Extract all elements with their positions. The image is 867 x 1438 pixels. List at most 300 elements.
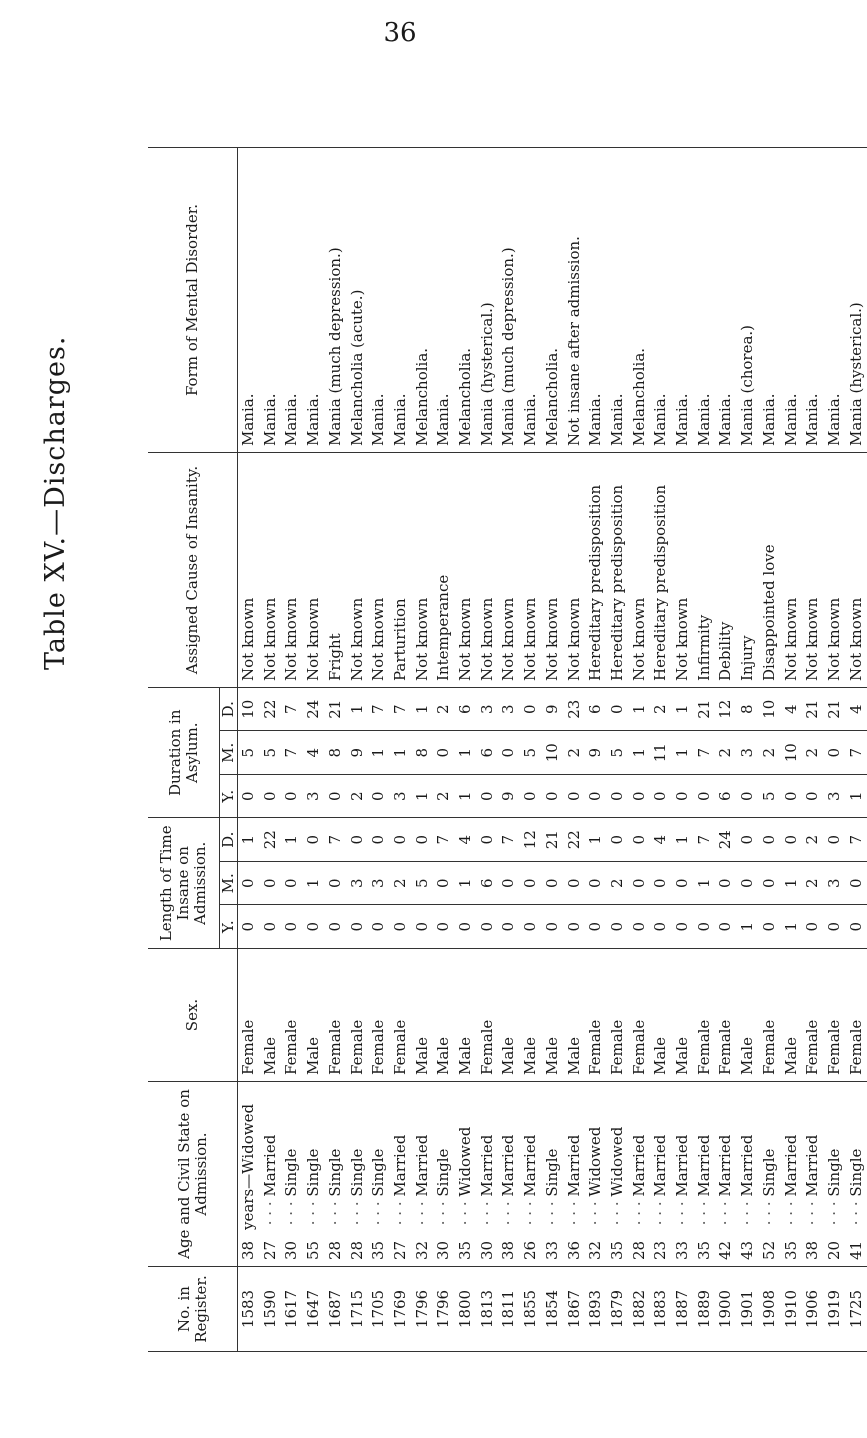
leader-dots: · · · [347, 1196, 366, 1230]
cell-age [303, 1082, 325, 1267]
cell-duration-months: 0 [498, 731, 520, 775]
cell-duration-months: 1 [629, 731, 651, 775]
cell-duration-months: 2 [802, 731, 824, 775]
cell-cause: Not known [303, 453, 325, 688]
subheader-d: D. [220, 818, 238, 862]
cell-length-years: 0 [542, 905, 564, 949]
cell-duration-years: 0 [368, 775, 390, 819]
cell-no-in-register: 1687 [325, 1267, 347, 1352]
cell-length-days: 1 [281, 818, 303, 862]
civil-state-value: Married [716, 1134, 735, 1197]
cell-length-years: 0 [650, 905, 672, 949]
table-title: Table XV.—Discharges. [40, 335, 71, 670]
table-row [694, 148, 716, 1352]
cell-length-days: 7 [498, 818, 520, 862]
cell-age [477, 1082, 499, 1267]
cell-duration-months: 4 [303, 731, 325, 775]
cell-duration-months: 1 [368, 731, 390, 775]
cell-duration-months: 6 [477, 731, 499, 775]
leader-dots: · · · [716, 1196, 735, 1230]
cell-cause: Not known [498, 453, 520, 688]
cell-length-months: 0 [672, 862, 694, 906]
cell-cause: Not known [542, 453, 564, 688]
cell-duration-days: 9 [542, 688, 564, 732]
cell-duration-years: 1 [846, 775, 867, 819]
cell-length-months: 0 [498, 862, 520, 906]
cell-duration-years: 0 [281, 775, 303, 819]
cell-sex: Male [542, 949, 564, 1082]
cell-no-in-register: 1800 [455, 1267, 477, 1352]
table-row [433, 148, 455, 1352]
cell-form: Mania. [694, 148, 716, 453]
table-row [585, 148, 607, 1352]
cell-age [498, 1082, 520, 1267]
subheader-m: M. [220, 862, 238, 906]
cell-length-months: 0 [260, 862, 282, 906]
cell-age [650, 1082, 672, 1267]
cell-duration-days: 21 [325, 688, 347, 732]
cell-length-years: 0 [715, 905, 737, 949]
cell-cause: Not known [455, 453, 477, 688]
cell-form: Mania. [759, 148, 781, 453]
age-value: 35 [456, 1240, 475, 1260]
cell-length-months: 2 [802, 862, 824, 906]
civil-state-value: Widowed [456, 1126, 475, 1197]
cell-length-days: 22 [260, 818, 282, 862]
age-value: 28 [347, 1240, 366, 1260]
age-value: 32 [586, 1240, 605, 1260]
cell-cause: Not known [802, 453, 824, 688]
cell-duration-days: 12 [715, 688, 737, 732]
cell-length-months: 0 [759, 862, 781, 906]
cell-no-in-register: 1882 [629, 1267, 651, 1352]
header-length-insane: Length of Time Insane on Admission. [148, 818, 220, 949]
civil-state-value: Married [521, 1134, 540, 1197]
table-row [650, 148, 672, 1352]
cell-length-months: 0 [650, 862, 672, 906]
table-row [347, 148, 369, 1352]
cell-no-in-register: 1879 [607, 1267, 629, 1352]
cell-length-months: 2 [390, 862, 412, 906]
cell-form: Mania. [238, 148, 260, 453]
civil-state-value: Single [824, 1148, 843, 1197]
cell-cause: Not known [846, 453, 867, 688]
age-value: 36 [564, 1240, 583, 1260]
cell-form: Mania. [390, 148, 412, 453]
civil-state-value: Married [694, 1134, 713, 1197]
table-row [412, 148, 434, 1352]
cell-duration-years: 0 [585, 775, 607, 819]
cell-cause: Not known [260, 453, 282, 688]
cell-age [846, 1082, 867, 1267]
civil-state-value: Widowed [586, 1126, 605, 1197]
cell-length-years: 0 [260, 905, 282, 949]
cell-sex: Female [347, 949, 369, 1082]
cell-no-in-register: 1887 [672, 1267, 694, 1352]
cell-duration-days: 0 [520, 688, 542, 732]
cell-duration-days: 22 [260, 688, 282, 732]
cell-cause: Hereditary predisposition [650, 453, 672, 688]
table-row [759, 148, 781, 1352]
civil-state-value: Married [260, 1134, 279, 1197]
cell-duration-days: 4 [781, 688, 803, 732]
cell-form: Mania (chorea.) [737, 148, 759, 453]
cell-age [455, 1082, 477, 1267]
header-row [148, 148, 220, 1352]
table-row [629, 148, 651, 1352]
cell-length-years: 0 [694, 905, 716, 949]
cell-length-days: 1 [238, 818, 260, 862]
header-duration: Duration in Asylum. [148, 688, 220, 819]
cell-form: Mania. [585, 148, 607, 453]
cell-duration-days: 10 [238, 688, 260, 732]
age-value: 43 [738, 1240, 757, 1260]
cell-length-days: 0 [390, 818, 412, 862]
cell-length-months: 1 [781, 862, 803, 906]
cell-duration-years: 0 [564, 775, 586, 819]
cell-form: Mania (hysterical.) [846, 148, 867, 453]
cell-duration-months: 5 [260, 731, 282, 775]
cell-length-months: 1 [303, 862, 325, 906]
table-row [520, 148, 542, 1352]
cell-no-in-register: 1705 [368, 1267, 390, 1352]
cell-length-days: 0 [759, 818, 781, 862]
cell-cause: Not known [824, 453, 846, 688]
cell-no-in-register: 1889 [694, 1267, 716, 1352]
cell-sex: Female [694, 949, 716, 1082]
cell-length-months: 1 [455, 862, 477, 906]
cell-duration-years: 3 [824, 775, 846, 819]
table-row [672, 148, 694, 1352]
civil-state-value: Single [846, 1148, 865, 1197]
cell-length-days: 0 [607, 818, 629, 862]
cell-length-years: 1 [781, 905, 803, 949]
cell-duration-years: 3 [303, 775, 325, 819]
civil-state-value: Married [651, 1134, 670, 1197]
cell-length-days: 0 [303, 818, 325, 862]
cell-length-days: 0 [347, 818, 369, 862]
cell-length-years: 0 [672, 905, 694, 949]
cell-length-months: 3 [368, 862, 390, 906]
cell-duration-months: 1 [455, 731, 477, 775]
age-value: 55 [304, 1240, 323, 1260]
leader-dots: · · · [586, 1196, 605, 1230]
cell-sex: Male [781, 949, 803, 1082]
cell-duration-years: 0 [694, 775, 716, 819]
cell-duration-months: 8 [412, 731, 434, 775]
cell-cause: Not known [520, 453, 542, 688]
page-number: 36 [383, 18, 417, 48]
cell-length-months: 0 [542, 862, 564, 906]
civil-state-value: Single [304, 1148, 323, 1197]
cell-length-months: 0 [585, 862, 607, 906]
cell-form: Mania. [520, 148, 542, 453]
cell-length-months: 3 [824, 862, 846, 906]
cell-duration-months: 1 [390, 731, 412, 775]
cell-duration-months: 5 [607, 731, 629, 775]
cell-cause: Debility [715, 453, 737, 688]
cell-form: Mania. [672, 148, 694, 453]
cell-length-months: 6 [477, 862, 499, 906]
civil-state-value: Married [803, 1134, 822, 1197]
cell-duration-years: 6 [715, 775, 737, 819]
leader-dots: · · · [781, 1196, 800, 1230]
cell-length-months: 0 [433, 862, 455, 906]
cell-cause: Intemperance [433, 453, 455, 688]
leader-dots: · · · [282, 1196, 301, 1230]
cell-form: Mania. [781, 148, 803, 453]
cell-no-in-register: 1583 [238, 1267, 260, 1352]
leader-dots: · · · [456, 1196, 475, 1230]
cell-duration-days: 8 [737, 688, 759, 732]
cell-length-months: 0 [737, 862, 759, 906]
age-value: 27 [390, 1240, 409, 1260]
cell-length-months: 0 [564, 862, 586, 906]
header-age-civil-state: Age and Civil State on Admission. [148, 1082, 238, 1267]
table-row [564, 148, 586, 1352]
leader-dots: · · · [390, 1196, 409, 1230]
leader-dots: · · · [673, 1196, 692, 1230]
cell-duration-months: 5 [238, 731, 260, 775]
table-row [824, 148, 846, 1352]
cell-no-in-register: 1769 [390, 1267, 412, 1352]
table-row [542, 148, 564, 1352]
discharges-table [148, 147, 867, 1352]
cell-duration-years: 1 [455, 775, 477, 819]
cell-length-days: 7 [325, 818, 347, 862]
cell-age [412, 1082, 434, 1267]
cell-length-years: 0 [412, 905, 434, 949]
cell-form: Melancholia. [412, 148, 434, 453]
cell-length-months: 5 [412, 862, 434, 906]
leader-dots: · · · [738, 1196, 757, 1230]
cell-duration-days: 23 [564, 688, 586, 732]
age-value: 52 [759, 1240, 778, 1260]
cell-cause: Fright [325, 453, 347, 688]
cell-length-months: 1 [694, 862, 716, 906]
years-prefix: years— [239, 1173, 257, 1230]
table-row [455, 148, 477, 1352]
table-row [802, 148, 824, 1352]
cell-cause: Hereditary predisposition [607, 453, 629, 688]
leader-dots: · · · [304, 1196, 323, 1230]
cell-length-days: 7 [433, 818, 455, 862]
cell-duration-years: 0 [542, 775, 564, 819]
cell-length-years: 0 [325, 905, 347, 949]
age-value: 38 [239, 1240, 257, 1260]
cell-cause: Not known [477, 453, 499, 688]
cell-form: Mania. [650, 148, 672, 453]
leader-dots: · · · [477, 1196, 496, 1230]
cell-length-months: 0 [520, 862, 542, 906]
cell-length-months: 0 [281, 862, 303, 906]
cell-duration-years: 0 [520, 775, 542, 819]
civil-state-value: Married [673, 1134, 692, 1197]
cell-form: Mania. [715, 148, 737, 453]
cell-cause: Not known [347, 453, 369, 688]
cell-sex: Male [455, 949, 477, 1082]
cell-cause: Not known [281, 453, 303, 688]
cell-duration-years: 0 [672, 775, 694, 819]
cell-length-years: 0 [477, 905, 499, 949]
age-value: 38 [499, 1240, 518, 1260]
leader-dots: · · · [369, 1196, 388, 1230]
cell-form: Melancholia. [629, 148, 651, 453]
cell-form: Mania. [303, 148, 325, 453]
cell-sex: Female [325, 949, 347, 1082]
cell-no-in-register: 1919 [824, 1267, 846, 1352]
cell-length-years: 1 [737, 905, 759, 949]
cell-duration-months: 8 [325, 731, 347, 775]
cell-duration-days: 0 [607, 688, 629, 732]
cell-length-days: 0 [824, 818, 846, 862]
cell-length-years: 0 [824, 905, 846, 949]
cell-sex: Female [629, 949, 651, 1082]
table-row [715, 148, 737, 1352]
cell-cause: Disappointed love [759, 453, 781, 688]
cell-duration-days: 7 [281, 688, 303, 732]
cell-no-in-register: 1867 [564, 1267, 586, 1352]
cell-length-days: 12 [520, 818, 542, 862]
age-value: 23 [651, 1240, 670, 1260]
cell-duration-months: 5 [520, 731, 542, 775]
leader-dots: · · · [759, 1196, 778, 1230]
cell-no-in-register: 1715 [347, 1267, 369, 1352]
age-value: 35 [369, 1240, 388, 1260]
cell-duration-months: 2 [759, 731, 781, 775]
cell-sex: Male [260, 949, 282, 1082]
cell-age [564, 1082, 586, 1267]
age-value: 28 [325, 1240, 344, 1260]
cell-no-in-register: 1796 [433, 1267, 455, 1352]
age-value: 32 [412, 1240, 431, 1260]
cell-no-in-register: 1725 [846, 1267, 867, 1352]
civil-state-value: Single [282, 1148, 301, 1197]
leader-dots: · · · [542, 1196, 561, 1230]
leader-dots: · · · [803, 1196, 822, 1230]
cell-form: Mania (hysterical.) [477, 148, 499, 453]
civil-state-value: Married [564, 1134, 583, 1197]
cell-length-years: 0 [585, 905, 607, 949]
cell-age [433, 1082, 455, 1267]
cell-age [802, 1082, 824, 1267]
cell-duration-days: 7 [390, 688, 412, 732]
cell-duration-years: 0 [781, 775, 803, 819]
cell-length-days: 0 [629, 818, 651, 862]
cell-duration-months: 0 [824, 731, 846, 775]
cell-form: Mania (much depression.) [325, 148, 347, 453]
cell-length-days: 21 [542, 818, 564, 862]
cell-duration-days: 21 [824, 688, 846, 732]
cell-duration-years: 0 [260, 775, 282, 819]
leader-dots: · · · [607, 1196, 626, 1230]
cell-no-in-register: 1893 [585, 1267, 607, 1352]
cell-duration-years: 0 [607, 775, 629, 819]
cell-sex: Male [520, 949, 542, 1082]
civil-state-value: Married [412, 1134, 431, 1197]
civil-state-value: Married [738, 1134, 757, 1197]
table-row [846, 148, 867, 1352]
cell-duration-years: 0 [629, 775, 651, 819]
cell-no-in-register: 1855 [520, 1267, 542, 1352]
age-value: 30 [477, 1240, 496, 1260]
table-row [477, 148, 499, 1352]
cell-duration-months: 10 [781, 731, 803, 775]
cell-sex: Female [802, 949, 824, 1082]
cell-form: Melancholia (acute.) [347, 148, 369, 453]
age-value: 38 [803, 1240, 822, 1260]
cell-form: Mania. [433, 148, 455, 453]
cell-length-days: 4 [650, 818, 672, 862]
cell-length-days: 1 [585, 818, 607, 862]
cell-form: Mania. [260, 148, 282, 453]
cell-sex: Male [433, 949, 455, 1082]
cell-duration-months: 1 [672, 731, 694, 775]
cell-length-days: 7 [694, 818, 716, 862]
header-sex: Sex. [148, 949, 238, 1082]
cell-duration-months: 2 [564, 731, 586, 775]
cell-length-days: 24 [715, 818, 737, 862]
cell-length-years: 0 [303, 905, 325, 949]
leader-dots: · · · [521, 1196, 540, 1230]
cell-duration-months: 0 [433, 731, 455, 775]
cell-duration-months: 11 [650, 731, 672, 775]
cell-no-in-register: 1900 [715, 1267, 737, 1352]
leader-dots: · · · [824, 1196, 843, 1230]
cell-length-days: 0 [737, 818, 759, 862]
cell-length-days: 0 [368, 818, 390, 862]
cell-duration-months: 7 [281, 731, 303, 775]
cell-length-years: 0 [520, 905, 542, 949]
cell-duration-years: 3 [390, 775, 412, 819]
age-value: 27 [260, 1240, 279, 1260]
cell-no-in-register: 1910 [781, 1267, 803, 1352]
cell-age [281, 1082, 303, 1267]
cell-sex: Female [368, 949, 390, 1082]
cell-cause: Not known [368, 453, 390, 688]
civil-state-value: Married [390, 1134, 409, 1197]
cell-form: Mania. [368, 148, 390, 453]
cell-duration-days: 6 [585, 688, 607, 732]
cell-age [715, 1082, 737, 1267]
cell-no-in-register: 1908 [759, 1267, 781, 1352]
cell-duration-days: 3 [477, 688, 499, 732]
cell-age [737, 1082, 759, 1267]
age-value: 26 [521, 1240, 540, 1260]
civil-state-value: Widowed [607, 1126, 626, 1197]
civil-state-value: Married [781, 1134, 800, 1197]
cell-length-years: 0 [629, 905, 651, 949]
table-row [737, 148, 759, 1352]
civil-state-value: Married [499, 1134, 518, 1197]
cell-length-years: 0 [564, 905, 586, 949]
cell-form: Not insane after admission. [564, 148, 586, 453]
cell-form: Mania. [281, 148, 303, 453]
cell-length-years: 0 [347, 905, 369, 949]
cell-no-in-register: 1796 [412, 1267, 434, 1352]
cell-age [390, 1082, 412, 1267]
civil-state-value: Single [325, 1148, 344, 1197]
cell-duration-days: 1 [412, 688, 434, 732]
cell-length-months: 3 [347, 862, 369, 906]
age-value: 33 [542, 1240, 561, 1260]
cell-length-months: 0 [629, 862, 651, 906]
table-row [303, 148, 325, 1352]
cell-duration-years: 1 [412, 775, 434, 819]
cell-age [781, 1082, 803, 1267]
subheader-d: D. [220, 688, 238, 732]
cell-duration-days: 6 [455, 688, 477, 732]
